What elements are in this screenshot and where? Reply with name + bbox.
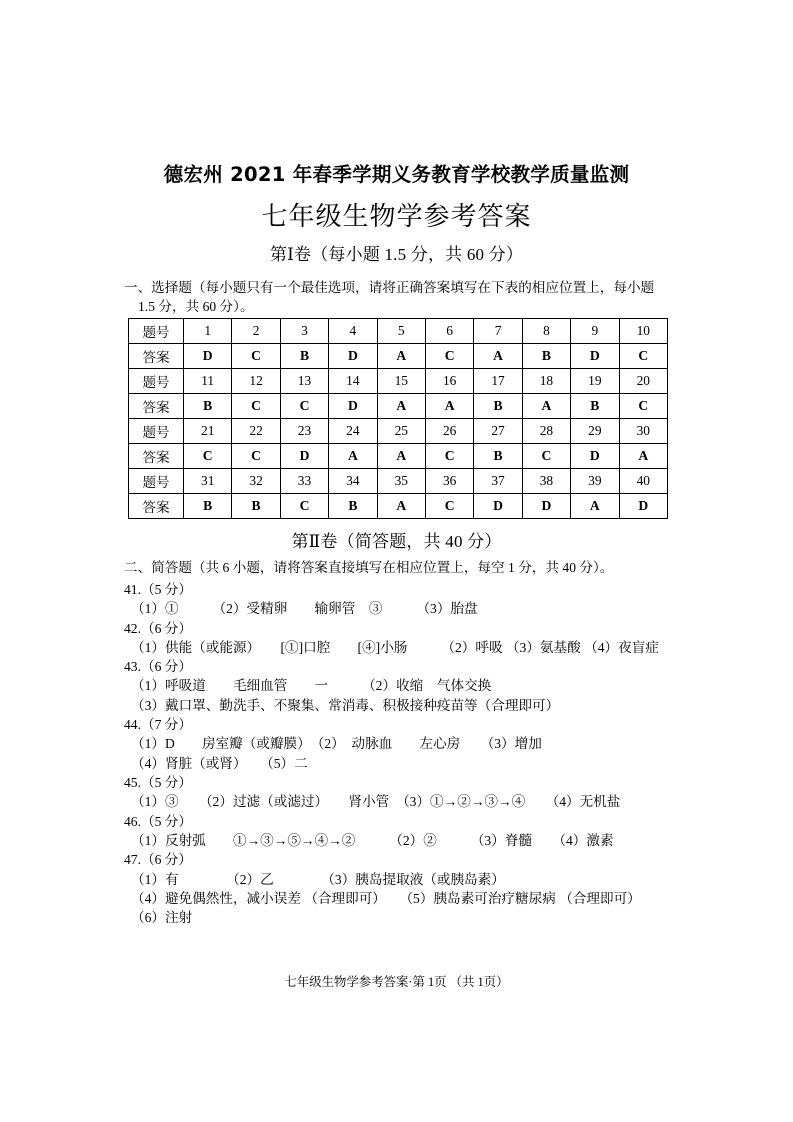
question-answer-line: （6）注射 [131,910,193,926]
answer-cell: C [425,344,473,369]
answer-cell: B [474,394,522,419]
part-two-instructions: 二、简答题（共 6 小题，请将答案直接填写在相应位置上，每空 1 分，共 40 分）。 [124,560,614,575]
answer-cell: D [619,494,667,519]
question-number-cell: 1 [184,319,232,344]
answer-cell: A [329,444,377,469]
question-answer-line: （4）避免偶然性，减小误差 （合理即可） （5）胰岛素可治疗糖尿病 （合理即可） [131,891,641,907]
question-label: 46.（5 分） [124,813,192,829]
question-number-cell: 14 [329,369,377,394]
answer-cell: B [184,494,232,519]
answer-cell: C [232,444,280,469]
question-number-cell: 6 [425,319,473,344]
answer-cell: A [377,494,425,519]
question-answer-line: （1）有 （2）乙 （3）胰岛提取液（或胰岛素） [131,871,505,887]
question-answer-line: （3）戴口罩、勤洗手、不聚集、常消毒、积极接种疫苗等（合理即可） [131,697,560,713]
answer-cell: C [425,444,473,469]
answer-cell: B [571,394,619,419]
answer-cell: D [329,344,377,369]
question-label: 43.（6 分） [124,659,192,675]
answer-cell: B [329,494,377,519]
answer-cell: D [474,494,522,519]
table-row-answers [129,344,668,369]
page-title: 德宏州 2021 年春季学期义务教育学校教学质量监测 [163,163,630,186]
question-answer-line: （1）D 房室瓣（或瓣膜） （2） 动脉血 左心房 （3）增加 [131,736,542,752]
question-number-cell: 27 [474,419,522,444]
page-subtitle: 七年级生物学参考答案 [261,202,532,231]
answer-cell: D [184,344,232,369]
answer-cell: D [280,444,328,469]
answer-cell: A [619,444,667,469]
answer-cell: B [232,494,280,519]
row-header-answer: 答案 [129,344,184,369]
question-number-cell: 23 [280,419,328,444]
answer-cell: A [377,344,425,369]
question-label: 45.（5 分） [124,775,192,791]
answer-cell: D [329,394,377,419]
question-answer-line: （1）反射弧 ①→③→⑤→④→② （2）② （3）脊髓 （4）激素 [131,833,614,849]
question-number-cell: 39 [571,469,619,494]
answer-cell: C [232,394,280,419]
answer-cell: A [377,394,425,419]
answer-cell: A [522,394,570,419]
row-header-question-number: 题号 [129,469,184,494]
row-header-answer: 答案 [129,394,184,419]
question-number-cell: 40 [619,469,667,494]
question-number-cell: 34 [329,469,377,494]
answer-cell: C [280,394,328,419]
answer-cell: C [522,444,570,469]
question-number-cell: 4 [329,319,377,344]
answer-cell: D [571,444,619,469]
question-number-cell: 16 [425,369,473,394]
table-row-question-numbers [129,419,668,444]
question-number-cell: 12 [232,369,280,394]
answer-cell: A [474,344,522,369]
question-number-cell: 17 [474,369,522,394]
question-number-cell: 24 [329,419,377,444]
question-number-cell: 31 [184,469,232,494]
multiple-choice-answer-table [128,318,668,519]
answer-cell: A [425,394,473,419]
question-number-cell: 25 [377,419,425,444]
question-number-cell: 8 [522,319,570,344]
answer-cell: D [522,494,570,519]
page-footer: 七年级生物学参考答案·第 1页 （共 1页） [284,975,509,989]
row-header-question-number: 题号 [129,419,184,444]
question-number-cell: 3 [280,319,328,344]
question-number-cell: 15 [377,369,425,394]
table-row-answers [129,444,668,469]
answer-cell: B [522,344,570,369]
answer-cell: C [280,494,328,519]
table-row-answers [129,494,668,519]
table-row-question-numbers [129,369,668,394]
answer-cell: C [619,344,667,369]
question-label: 41.（5 分） [124,582,192,597]
question-number-cell: 28 [522,419,570,444]
answer-cell: B [474,444,522,469]
question-number-cell: 35 [377,469,425,494]
question-number-cell: 13 [280,369,328,394]
instructions-line-1: 一、选择题（每小题只有一个最佳选项，请将正确答案填写在下表的相应位置上，每小题 [124,280,655,295]
row-header-question-number: 题号 [129,319,184,344]
question-number-cell: 21 [184,419,232,444]
part-one-heading: 第Ⅰ卷（每小题 1.5 分，共 60 分） [269,245,524,264]
answer-cell: A [571,494,619,519]
question-label: 47.（6 分） [124,852,192,868]
row-header-answer: 答案 [129,494,184,519]
question-number-cell: 9 [571,319,619,344]
answer-cell: C [232,344,280,369]
question-number-cell: 33 [280,469,328,494]
question-number-cell: 7 [474,319,522,344]
part-one-instructions [124,278,676,316]
question-number-cell: 20 [619,369,667,394]
question-answer-line: （1）供能（或能源） [①]口腔 [④]小肠 （2）呼吸 （3）氨基酸 （4）夜盲症 [131,639,659,655]
answer-cell: A [377,444,425,469]
question-answer-line: （4）肾脏（或肾） （5）二 [131,755,308,771]
answer-cell: B [184,394,232,419]
question-number-cell: 11 [184,369,232,394]
question-number-cell: 22 [232,419,280,444]
question-number-cell: 29 [571,419,619,444]
question-number-cell: 2 [232,319,280,344]
table-row-question-numbers [129,469,668,494]
question-number-cell: 26 [425,419,473,444]
answer-cell: D [571,344,619,369]
answer-cell: B [280,344,328,369]
question-number-cell: 32 [232,469,280,494]
short-answer-list [124,580,684,928]
question-answer-line: （1）① （2）受精卵 输卵管 ③ （3）胎盘 [131,601,478,617]
question-number-cell: 19 [571,369,619,394]
table-row-question-numbers [129,319,668,344]
answer-cell: C [425,494,473,519]
answer-cell: C [184,444,232,469]
instructions-line-2: 1.5 分，共 60 分）。 [138,299,254,314]
question-number-cell: 36 [425,469,473,494]
question-number-cell: 10 [619,319,667,344]
answer-cell: C [619,394,667,419]
table-row-answers [129,394,668,419]
part-two-heading: 第Ⅱ卷（简答题，共 40 分） [291,532,502,551]
question-number-cell: 5 [377,319,425,344]
row-header-answer: 答案 [129,444,184,469]
question-number-cell: 37 [474,469,522,494]
question-answer-line: （1）③ （2）过滤（或滤过） 肾小管 （3）①→②→③→④ （4）无机盐 [131,794,621,810]
question-label: 44.（7 分） [124,717,192,733]
question-label: 42.（6 分） [124,620,192,636]
row-header-question-number: 题号 [129,369,184,394]
question-answer-line: （1）呼吸道 毛细血管 一 （2）收缩 气体交换 [131,678,492,694]
question-number-cell: 30 [619,419,667,444]
question-number-cell: 38 [522,469,570,494]
question-number-cell: 18 [522,369,570,394]
